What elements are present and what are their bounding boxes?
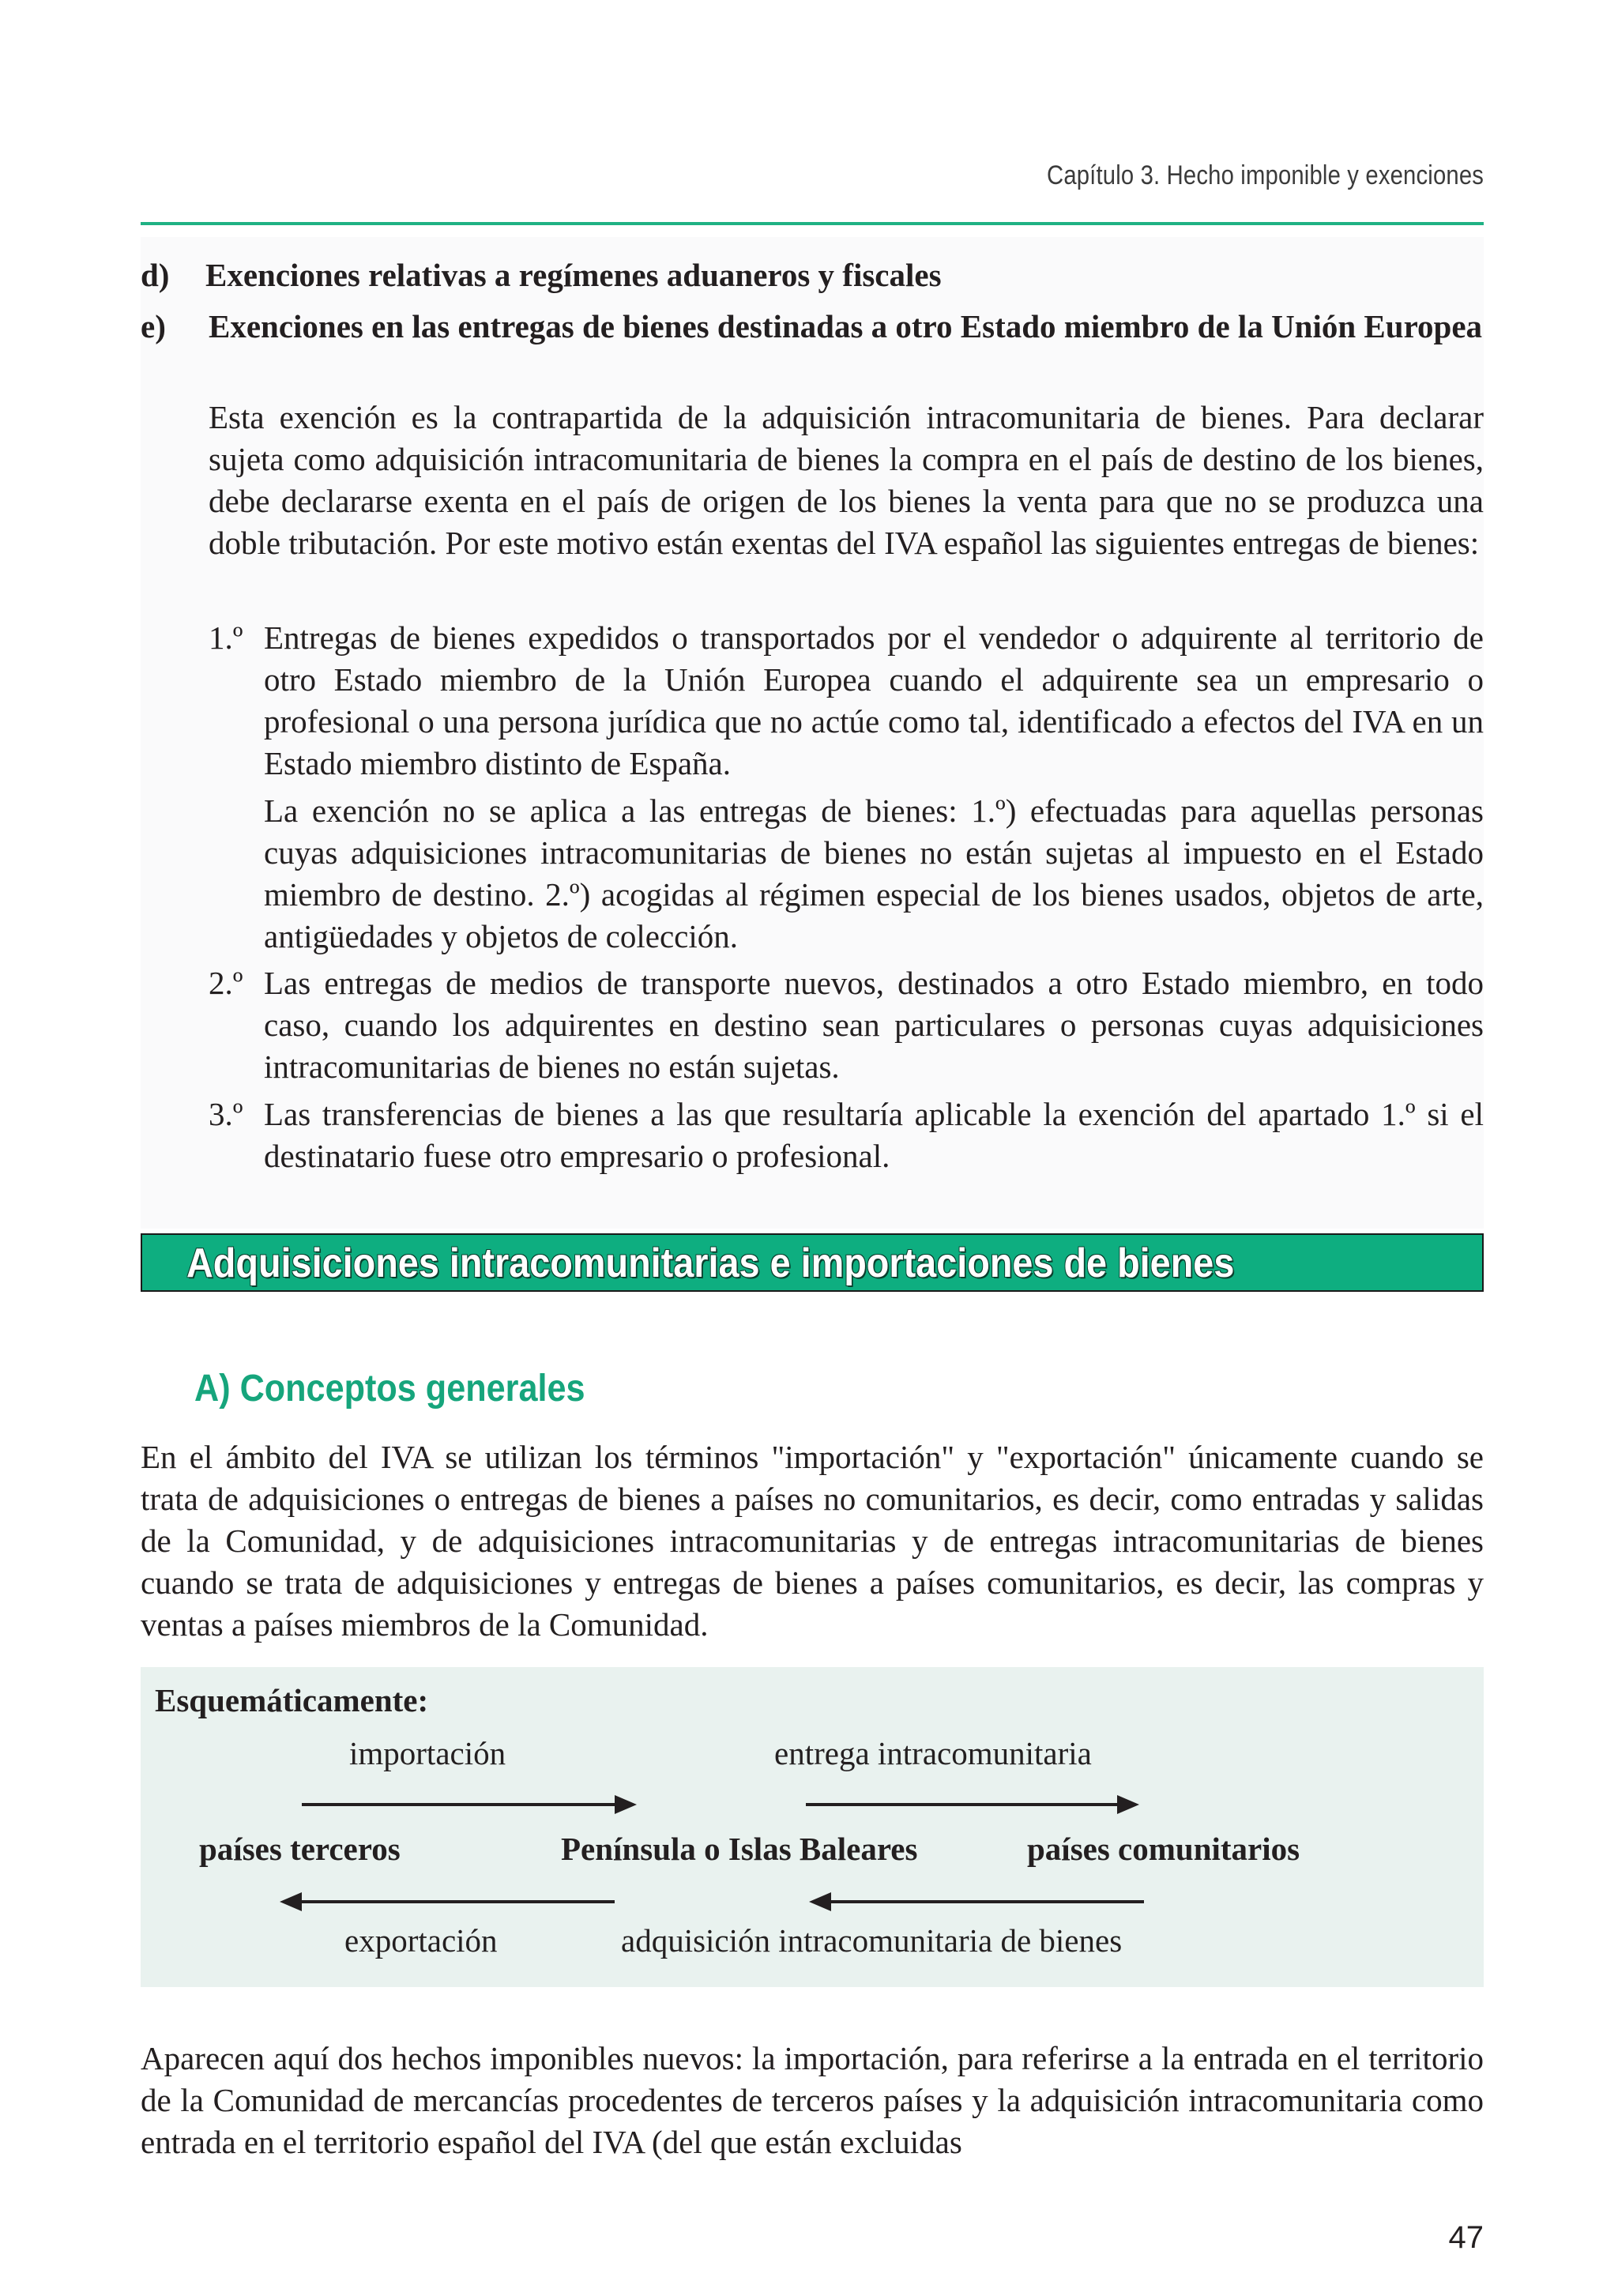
exemption-d-title: Exenciones relativas a regímenes aduaneros y fiscales [205,257,942,293]
exemption-d-label: d) [141,257,170,293]
scheme-intra-acquisition-label: adquisición intracomunitaria de bienes [621,1922,1123,1959]
import-arrow [302,1795,637,1814]
running-head: Capítulo 3. Hecho imponible y exenciones [1046,160,1484,190]
item-2-text: Las entregas de medios de transporte nuevos, destinados a otro Estado miembro, en todo caso, cuando los adquirentes en destino sean particulares o personas cuyas adquisiciones intracomunitarias de bienes no están sujetas. [264,965,1484,1085]
item-1-note: La exención no se aplica a las entregas de bienes: 1.º) efectuadas para aquellas personas cuyas adquisiciones intracomunitarias de bienes no están sujetas al impuesto en el Estado miembro de destino. 2.º) acogidas al régimen especial de los bienes usados, objetos de arte, antigüedades y objetos de colección. [264,792,1484,954]
item-3-text: Las transferencias de bienes a las que resultaría aplicable la exención del apartado 1.º si el destinatario fuese otro empresario o profesional. [264,1096,1484,1174]
item-1-number: 1.º [209,619,243,656]
scheme-intra-delivery-label: entrega intracomunitaria [774,1735,1092,1771]
scheme-box [141,1667,1484,1987]
scheme-title: Esquemáticamente: [155,1682,429,1718]
header-rule [141,222,1484,225]
general-concepts-paragraph: En el ámbito del IVA se utilizan los términos "importación" y "exportación" únicamente cuando se trata de adquisiciones o entregas de bienes a países no comunitarios, es decir, como entradas y salidas de la Comunidad, y de adquisiciones intracomunitarias y de entregas intracomunitarias de bienes cuando se trata de adquisiciones y entregas de bienes a países comunitarios, es decir, las compras y ventas a países miembros de la Comunidad. [141,1439,1484,1643]
scheme-import-label: importación [349,1735,506,1771]
item-3-number: 3.º [209,1096,243,1132]
exemption-e-title: Exenciones en las entregas de bienes destinadas a otro Estado miembro de la Unión Europea [209,308,1483,344]
scheme-eu-countries: países comunitarios [1027,1831,1300,1867]
export-arrow [280,1892,615,1911]
section-title: Adquisiciones intracomunitarias e importaciones de bienes [186,1240,1235,1286]
scheme-third-countries: países terceros [199,1831,401,1867]
page-number: 47 [1448,2220,1484,2255]
closing-paragraph: Aparecen aquí dos hechos imponibles nuevos: la importación, para referirse a la entrada en el territorio de la Comunidad de mercancías procedentes de terceros países y la adquisición intracomunitaria como entrada en el territorio español del IVA (del que están excluidas [141,2040,1484,2160]
intra-acquisition-arrow [809,1892,1144,1911]
intra-delivery-arrow [806,1795,1139,1814]
exemption-e-label: e) [141,308,166,344]
item-1-text: Entregas de bienes expedidos o transportados por el vendedor o adquirente al territorio de otro Estado miembro de la Unión Europea cuando el adquirente sea un empresario o profesional o una persona jurídica que no actúe como tal, identificado a efectos del IVA en un Estado miembro distinto de España. [264,619,1484,781]
subsection-heading: A) Conceptos generales [194,1368,585,1410]
scheme-export-label: exportación [344,1922,498,1959]
item-2-number: 2.º [209,965,243,1001]
exemption-intro-paragraph: Esta exención es la contrapartida de la adquisición intracomunitaria de bienes. Para declarar sujeta como adquisición intracomunitaria de bienes la compra en el país de destino de los bienes, debe declararse exenta en el país de origen de los bienes la venta para que no se produzca una doble tributación. Por este motivo están exentas del IVA español las siguientes entregas de bienes: [209,399,1484,561]
section-banner [141,1233,1484,1292]
scheme-peninsula: Península o Islas Baleares [561,1831,918,1867]
